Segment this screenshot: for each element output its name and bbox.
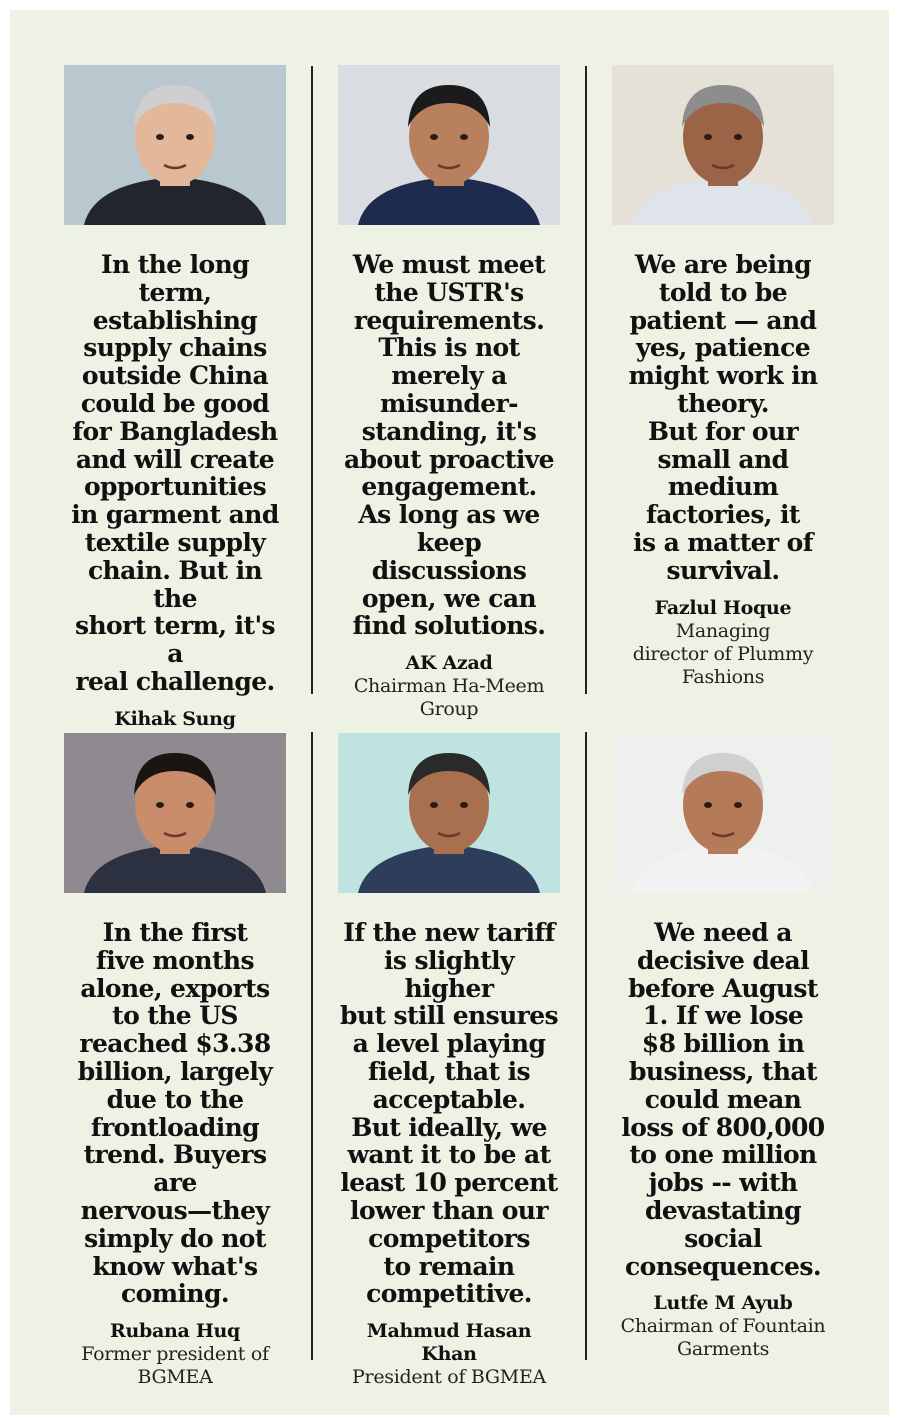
portrait-photo [612, 733, 834, 893]
speaker-title: Chairman Ha-Meem Group [353, 675, 545, 721]
column-divider [311, 732, 313, 1360]
portrait-photo [64, 733, 286, 893]
quote-text: If the new tariff is slightly higher but still ensures a level playing field, that is acceptable. But ideally, we want it to be at least 10 percent lower than our competitors to remain competitive. [339, 918, 558, 1309]
right-eye [186, 134, 194, 140]
right-eye [460, 134, 468, 140]
left-eye [704, 134, 712, 140]
portrait-illustration [338, 65, 560, 225]
portrait-illustration [64, 733, 286, 893]
left-eye [156, 802, 164, 808]
speaker-name: Lutfe M Ayub [653, 1292, 793, 1315]
left-eye [430, 802, 438, 808]
right-eye [734, 134, 742, 140]
portrait-photo [612, 65, 834, 225]
quote-card-mahmud-hasan-khan [338, 733, 560, 1389]
speaker-name: Kihak Sung [114, 707, 236, 730]
quote-card-kihak-sung [64, 65, 286, 777]
portrait-photo [338, 733, 560, 893]
portrait-illustration [64, 65, 286, 225]
portrait-illustration [612, 733, 834, 893]
portrait-illustration [338, 733, 560, 893]
quote-text: In the long term, establishing supply chains outside China could be good for Bangladesh and will create opportunities in garment and textile supply chain. But in the short term, it's a real challenge. [71, 250, 279, 696]
quote-card-ak-azad [338, 65, 560, 721]
speaker-title: Former president of BGMEA [81, 1343, 269, 1389]
portrait-photo [64, 65, 286, 225]
quote-text: In the first five months alone, exports to the US reached $3.38 billion, largely due to the frontloading trend. Buyers are nervous—they simply do not know what's coming. [77, 918, 273, 1309]
right-eye [460, 802, 468, 808]
speaker-name: Rubana Huq [110, 1320, 240, 1343]
speaker-title: President of BGMEA [352, 1366, 546, 1389]
column-divider [585, 732, 587, 1360]
quote-card-lutfe-m-ayub [612, 733, 834, 1361]
quote-text: We must meet the USTR's requirements. This is not merely a misunder- standing, it's about proactive engagement. As long as we keep discussions open, we can find solutions. [343, 250, 554, 641]
left-eye [704, 802, 712, 808]
column-divider [311, 66, 313, 694]
left-eye [156, 134, 164, 140]
right-eye [734, 802, 742, 808]
quote-card-rubana-huq [64, 733, 286, 1389]
portrait-illustration [612, 65, 834, 225]
quote-text: We need a decisive deal before August 1. If we lose $8 billion in business, that could mean loss of 800,000 to one million jobs -- with devastating social consequences. [621, 918, 825, 1281]
speaker-name: AK Azad [405, 652, 493, 675]
portrait-photo [338, 65, 560, 225]
column-divider [585, 66, 587, 694]
quote-card-fazlul-hoque [612, 65, 834, 689]
quote-text: We are being told to be patient — and yes, patience might work in theory. But for our small and medium factories, it is a matter of survival. [628, 250, 818, 585]
speaker-title: Managing director of Plummy Fashions [632, 619, 814, 688]
right-eye [186, 802, 194, 808]
left-eye [430, 134, 438, 140]
speaker-name: Mahmud Hasan Khan [366, 1320, 532, 1366]
speaker-name: Fazlul Hoque [654, 596, 792, 619]
speaker-title: Chairman of Fountain Garments [620, 1315, 826, 1361]
